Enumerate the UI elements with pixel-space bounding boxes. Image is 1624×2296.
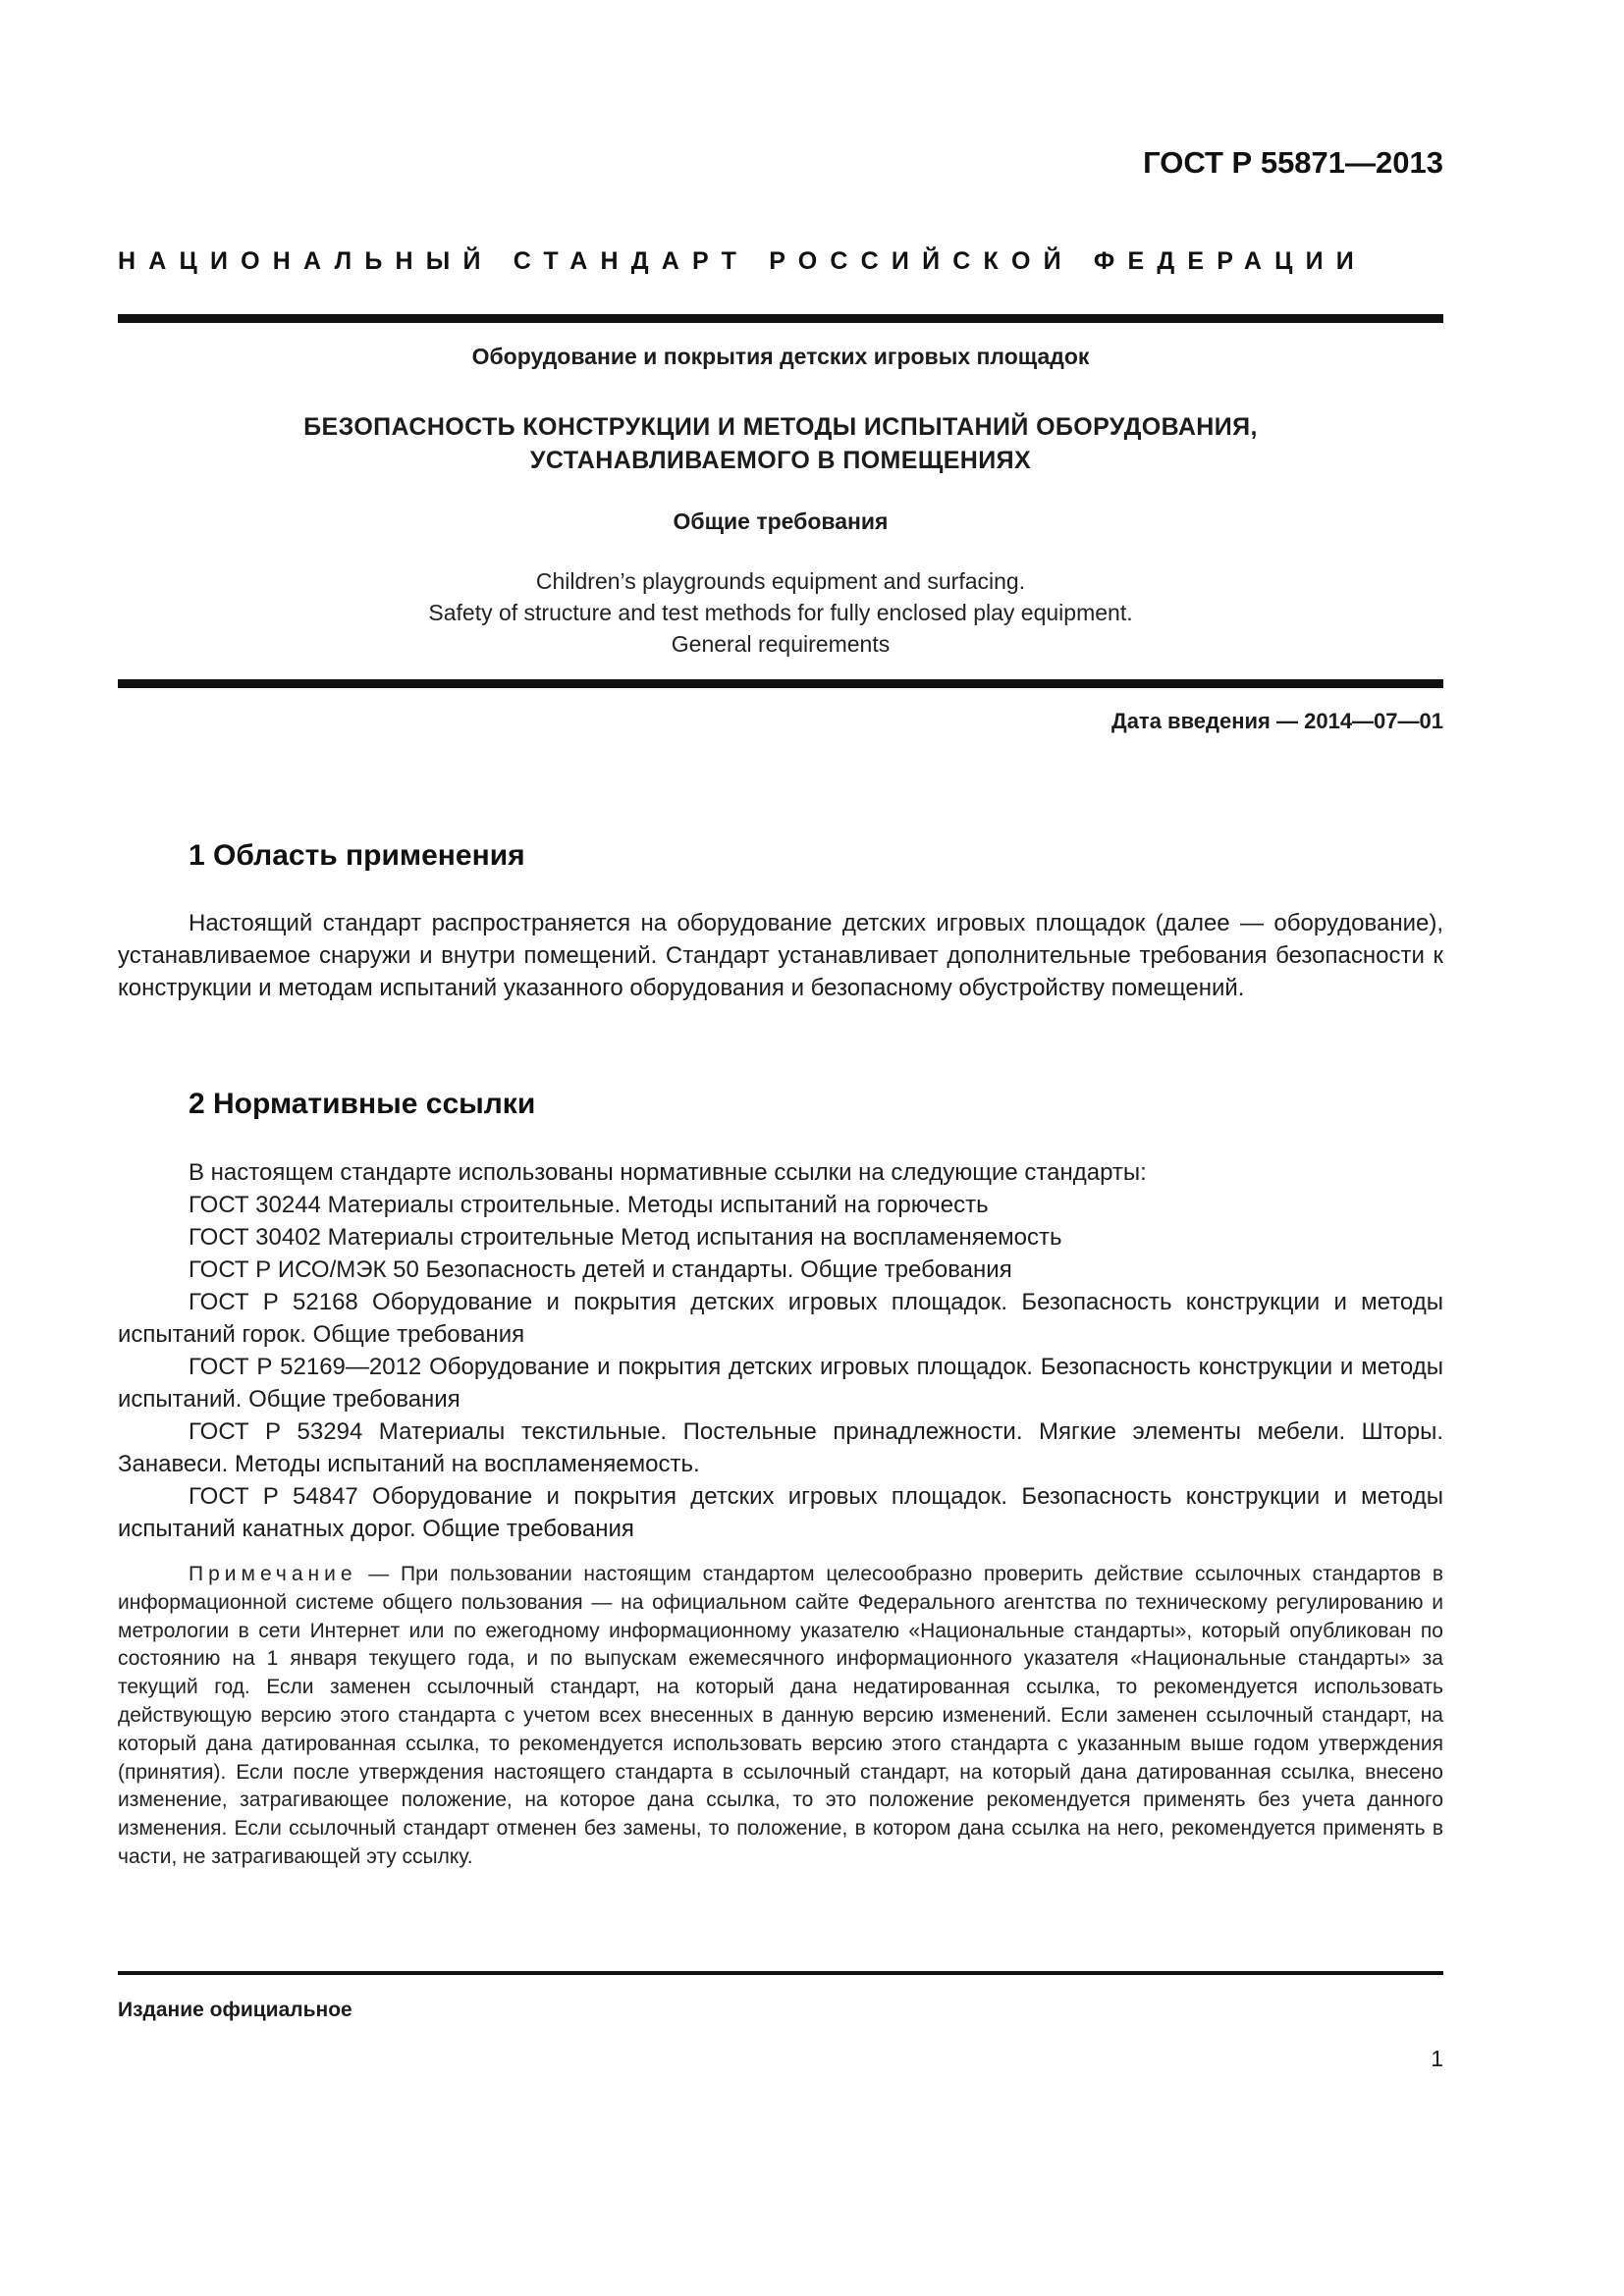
page-number: 1	[1431, 2046, 1443, 2071]
main-title-line-2: УСТАНАВЛИВАЕМОГО В ПОМЕЩЕНИЯХ	[529, 447, 1032, 474]
reference-item: ГОСТ Р 52168 Оборудование и покрытия детских игровых площадок. Безопасность конструкции и методы испытаний горок. Общие требования	[118, 1289, 1443, 1348]
document-number: ГОСТ Р 55871—2013	[1143, 145, 1443, 180]
section-2-heading: 2 Нормативные ссылки	[189, 1088, 536, 1120]
references-note	[118, 1561, 1443, 1872]
reference-item: ГОСТ Р 53294 Материалы текстильные. Постельные принадлежности. Мягкие элементы мебели. Шторы. Занавеси. Методы испытаний на воспламеняемость.	[118, 1418, 1443, 1477]
section-1-heading: 1 Область применения	[189, 839, 525, 872]
english-title	[118, 565, 1443, 660]
standard-part-title: Общие требования	[673, 508, 889, 534]
reference-item: ГОСТ Р 54847 Оборудование и покрытия детских игровых площадок. Безопасность конструкции и методы испытаний канатных дорог. Общие требования	[118, 1483, 1443, 1542]
official-edition-label: Издание официальное	[118, 1999, 352, 2021]
note-label: Примечание	[189, 1563, 357, 1585]
top-divider	[118, 314, 1443, 323]
note-text: — При пользовании настоящим стандартом целесообразно проверить действие ссылочных стандартов в информационной системе общего пользования — на официальном сайте Федерального агентства по техническому регулированию и метрологии в сети Интернет или по ежегодному информационному указателю «Национальные стандарты», который опубликован по состоянию на 1 января текущего года, и по выпускам ежемесячного информационного указателя «Национальные стандарты» за текущий год. Если заменен ссылочный стандарт, на который дана недатированная ссылка, то рекомендуется использовать действующую версию этого стандарта с учетом всех внесенных в данную версию изменений. Если заменен ссылочный стандарт, на который дана датированная ссылка, то рекомендуется использовать версию этого стандарта с указанным выше годом утверждения (принятия). Если после утверждения настоящего стандарта в ссылочный стандарт, на который дана датированная ссылка, внесено изменение, затрагивающее положение, на которое дана ссылка, то это положение рекомендуется применять без учета данного изменения. Если ссылочный стандарт отменен без замены, то положение, в котором дана ссылка на него, рекомендуется применять в части, не затрагивающей эту ссылку.	[118, 1563, 1443, 1868]
section-1-body	[118, 907, 1443, 1004]
title-divider	[118, 679, 1443, 688]
scope-paragraph: Настоящий стандарт распространяется на оборудование детских игровых площадок (далее — оборудование), устанавливаемое снаружи и внутри помещений. Стандарт устанавливает дополнительные требования безопасности к конструкции и методам испытаний указанного оборудования и безопасному обустройству помещений.	[118, 910, 1443, 1001]
introduction-date: Дата введения — 2014—07—01	[1111, 709, 1443, 733]
section-2-body	[118, 1156, 1443, 1545]
english-title-line-3: General requirements	[671, 631, 891, 657]
standard-main-title	[118, 410, 1443, 477]
references-intro: В настоящем стандарте использованы нормативные ссылки на следующие стандарты:	[189, 1159, 1147, 1186]
footer-divider	[118, 1971, 1443, 1975]
english-title-line-1: Children’s playgrounds equipment and surfacing.	[535, 568, 1026, 594]
english-title-line-2: Safety of structure and test methods for fully enclosed play equipment.	[428, 600, 1133, 625]
reference-item: ГОСТ Р ИСО/МЭК 50 Безопасность детей и стандарты. Общие требования	[189, 1256, 1012, 1283]
reference-item: ГОСТ Р 52169—2012 Оборудование и покрытия детских игровых площадок. Безопасность конструкции и методы испытаний. Общие требования	[118, 1354, 1443, 1413]
standard-subject: Оборудование и покрытия детских игровых площадок	[471, 344, 1090, 369]
reference-item: ГОСТ 30402 Материалы строительные Метод испытания на воспламеняемость	[189, 1224, 1062, 1251]
main-title-line-1: БЕЗОПАСНОСТЬ КОНСТРУКЦИИ И МЕТОДЫ ИСПЫТАНИЙ ОБОРУДОВАНИЯ,	[303, 413, 1258, 441]
document-page	[118, 0, 1443, 2296]
reference-item: ГОСТ 30244 Материалы строительные. Методы испытаний на горючесть	[189, 1192, 989, 1218]
national-standard-title: НАЦИОНАЛЬНЫЙ СТАНДАРТ РОССИЙСКОЙ ФЕДЕРАЦИИ	[118, 247, 1367, 275]
